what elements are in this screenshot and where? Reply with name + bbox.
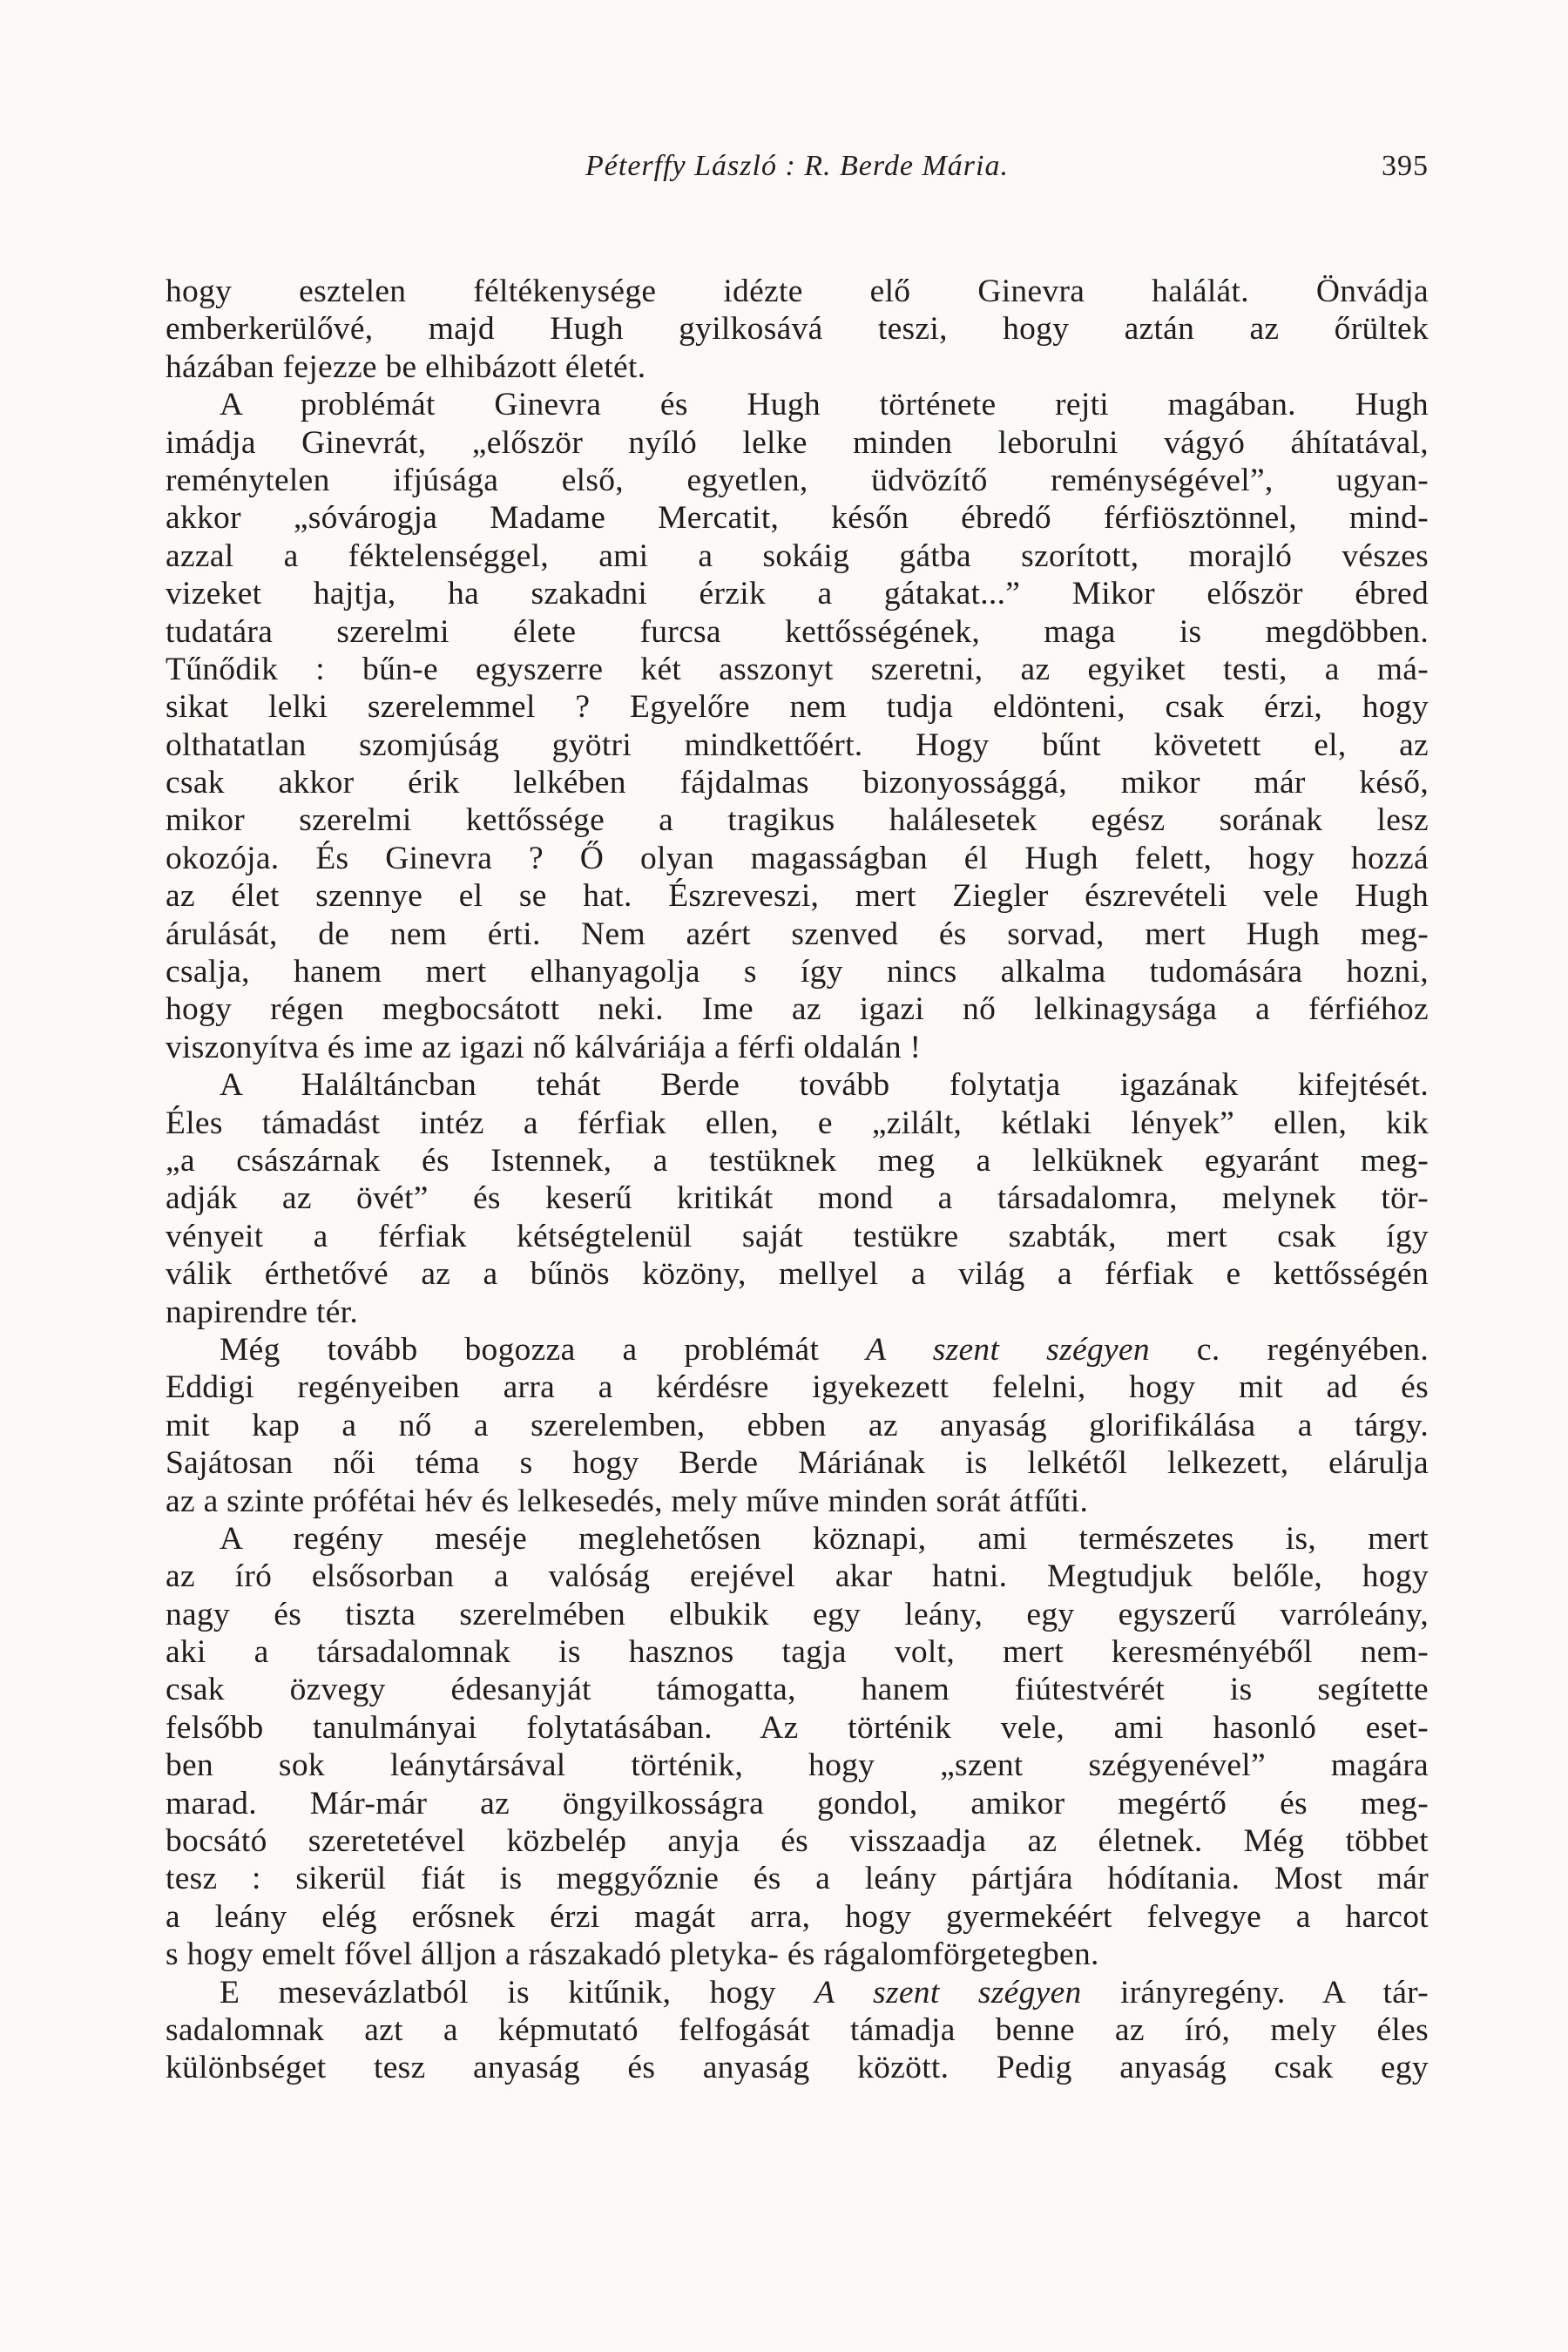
- text-line: az a szinte prófétai hév és lelkesedés, mely műve minden sorát átfűti.: [166, 1483, 1089, 1519]
- text-line: a leány elég erősnek érzi magát arra, hogy gyermekéért felvegye a harcot: [166, 1898, 1429, 1935]
- text-line: árulását, de nem érti. Nem azért szenved és sorvad, mert Hugh meg-: [166, 916, 1429, 952]
- book-title: A szent szégyen: [814, 1974, 1082, 2011]
- text-line: s hogy emelt fővel álljon a rászakadó pletyka- és rágalomförgetegben.: [166, 1936, 1099, 1973]
- text-line: napirendre tér.: [166, 1294, 359, 1330]
- text-line: tesz : sikerül fiát is meggyőznie és a leány pártjára hódítania. Most már: [166, 1861, 1429, 1897]
- text-line: nagy és tiszta szerelmében elbukik egy leány, egy egyszerű varróleány,: [166, 1596, 1429, 1632]
- text-line: emberkerülővé, majd Hugh gyilkosává teszi, hogy aztán az őrültek: [166, 311, 1429, 348]
- text-line: Éles támadást intéz a férfiak ellen, e „zilált, kétlaki lények” ellen, kik: [166, 1105, 1429, 1141]
- text-line: csalja, hanem mert elhanyagolja s így nincs alkalma tudomására hozni,: [166, 954, 1429, 990]
- text-line: Tűnődik : bűn-e egyszerre két asszonyt szeretni, az egyiket testi, a má-: [166, 651, 1429, 687]
- text-line: Eddigi regényeiben arra a kérdésre igyekezett felelni, hogy mit ad és: [166, 1369, 1429, 1406]
- text-line: tudatára szerelmi élete furcsa kettősségének, maga is megdöbben.: [166, 613, 1429, 650]
- text-line: házában fejezze be elhibázott életét.: [166, 348, 646, 385]
- text-line: válik érthetővé az a bűnös közöny, mellyel a világ a férfiak e kettősségén: [166, 1256, 1429, 1293]
- text-segment: irányregény. A tár-: [1081, 1974, 1429, 2011]
- text-line: olthatatlan szomjúság gyötri mindkettőért. Hogy bűnt követett el, az: [166, 727, 1429, 763]
- text-line: mit kap a nő a szerelemben, ebben az anyaság glorifikálása a tárgy.: [166, 1407, 1429, 1443]
- text-line: sadalomnak azt a képmutató felfogását támadja benne az író, mely éles: [166, 2011, 1429, 2048]
- text-line: akkor „sóvárogja Madame Mercatit, későn ébredő férfiösztönnel, mind-: [166, 500, 1429, 537]
- text-segment: Még tovább bogozza a problémát: [220, 1331, 820, 1368]
- text-line: aki a társadalomnak is hasznos tagja volt, mert keresményéből nem-: [166, 1634, 1429, 1671]
- text-line: ben sok leánytársával történik, hogy „szent szégyenével” magára: [166, 1747, 1429, 1784]
- text-line: az író elsősorban a valóság erejével akar hatni. Megtudjuk belőle, hogy: [166, 1558, 1429, 1595]
- page-number: 395: [1382, 150, 1429, 182]
- text-line: különbséget tesz anyaság és anyaság között. Pedig anyaság csak egy: [166, 2050, 1429, 2086]
- text-line: vényeit a férfiak kétségtelenül saját testükre szabták, mert csak így: [166, 1218, 1429, 1254]
- text-line: „a császárnak és Istennek, a testüknek meg a lelküknek egyaránt meg-: [166, 1142, 1429, 1179]
- text-line: reménytelen ifjúsága első, egyetlen, üdvözítő reménységével”, ugyan-: [166, 462, 1429, 498]
- running-title: Péterffy László : R. Berde Mária.: [585, 150, 1009, 182]
- text-line: imádja Ginevrát, „először nyíló lelke minden leborulni vágyó áhítatával,: [166, 424, 1429, 461]
- text-line: felsőbb tanulmányai folytatásában. Az történik vele, ami hasonló eset-: [166, 1709, 1429, 1746]
- text-line: viszonyítva és ime az igazi nő kálváriája a férfi oldalán !: [166, 1029, 922, 1065]
- text-segment: E mesevázlatból is kitűnik, hogy: [220, 1974, 776, 2011]
- text-line: adják az övét” és keserű kritikát mond a társadalomra, melynek tör-: [166, 1180, 1429, 1217]
- text-line: hogy régen megbocsátott neki. Ime az igazi nő lelkinagysága a férfiéhoz: [166, 991, 1429, 1028]
- text-segment: c. regényében.: [1149, 1331, 1429, 1368]
- text-line: sikat lelki szerelemmel ? Egyelőre nem tudja eldönteni, csak érzi, hogy: [166, 689, 1429, 726]
- text-line: mikor szerelmi kettőssége a tragikus halálesetek egész sorának lesz: [166, 802, 1429, 839]
- text-line: csak akkor érik lelkében fájdalmas bizonyossággá, mikor már késő,: [166, 765, 1429, 801]
- text-line: az élet szennye el se hat. Észreveszi, mert Ziegler észrevételi vele Hugh: [166, 878, 1429, 915]
- text-line: A Haláltáncban tehát Berde tovább folytatja igazának kifejtését.: [220, 1067, 1429, 1104]
- body-text: [166, 273, 1429, 2087]
- text-line: [166, 1331, 1429, 1369]
- running-header: [166, 150, 1429, 193]
- text-line: A regény meséje meglehetősen köznapi, ami természetes is, mert: [220, 1520, 1429, 1557]
- text-line: bocsátó szeretetével közbelép anyja és visszaadja az életnek. Még többet: [166, 1823, 1429, 1860]
- text-line: [166, 1974, 1429, 2011]
- text-line: Sajátosan női téma s hogy Berde Máriának is lelkétől lelkezett, elárulja: [166, 1445, 1429, 1482]
- text-line: csak özvegy édesanyját támogatta, hanem fiútestvérét is segítette: [166, 1672, 1429, 1708]
- text-line: marad. Már-már az öngyilkosságra gondol, amikor megértő és meg-: [166, 1785, 1429, 1821]
- book-title: A szent szégyen: [866, 1331, 1150, 1368]
- text-line: A problémát Ginevra és Hugh története rejti magában. Hugh: [220, 387, 1429, 423]
- text-line: azzal a féktelenséggel, ami a sokáig gátba szorított, morajló vészes: [166, 537, 1429, 574]
- text-line: hogy esztelen féltékenysége idézte elő Ginevra halálát. Önvádja: [166, 274, 1429, 309]
- text-line: vizeket hajtja, ha szakadni érzik a gátakat...” Mikor először ébred: [166, 576, 1429, 612]
- text-line: okozója. És Ginevra ? Ő olyan magasságban él Hugh felett, hogy hozzá: [166, 840, 1429, 876]
